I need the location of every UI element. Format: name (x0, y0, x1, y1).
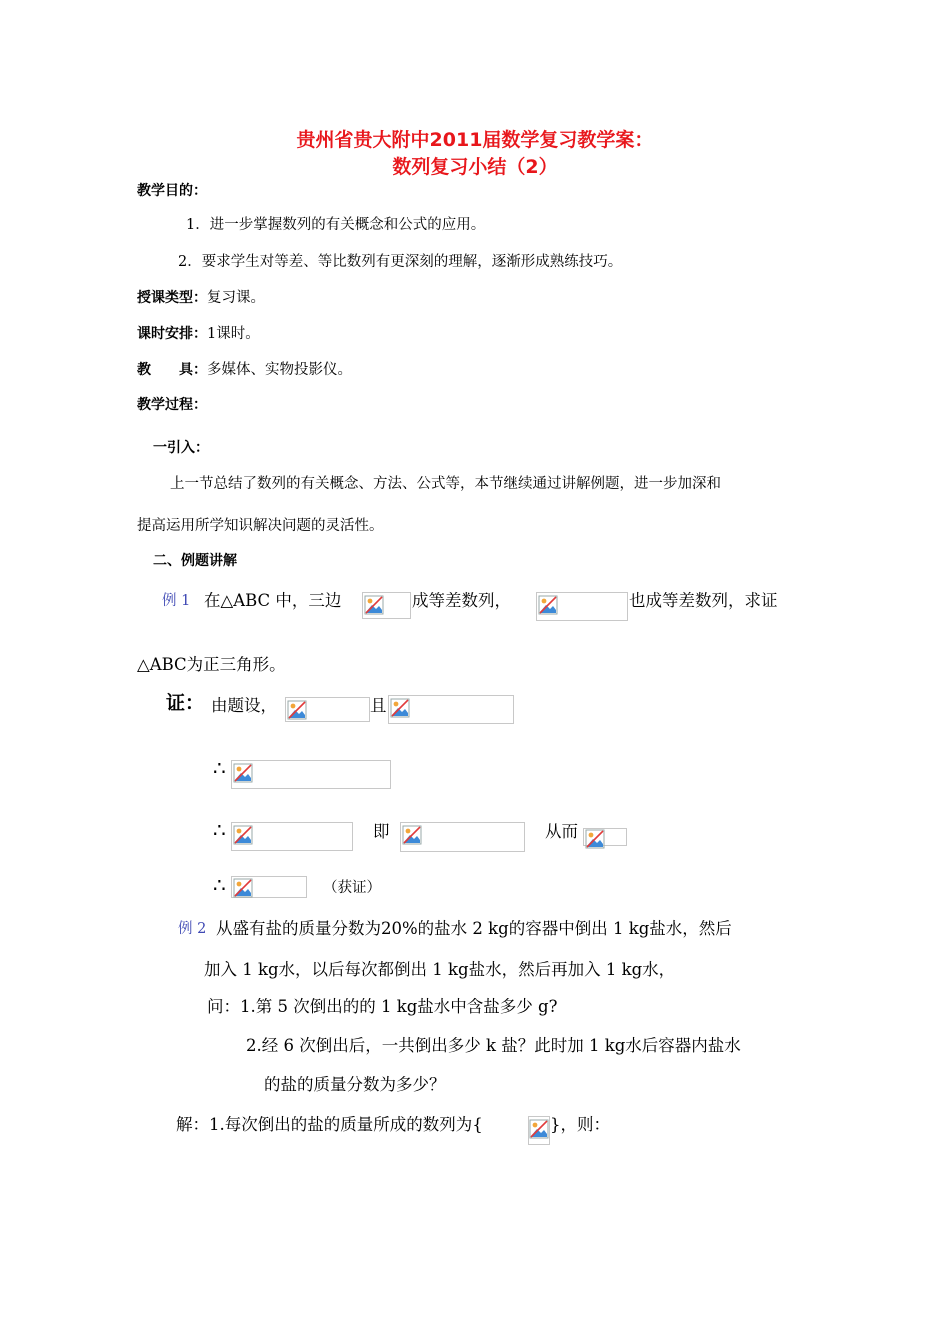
examples-heading: 二、例题讲解 (153, 553, 237, 569)
example1-text-2: 成等差数列， (412, 591, 511, 610)
tools-label: 教 具： (137, 362, 207, 378)
lesson-type-label: 授课类型： (137, 290, 207, 306)
broken-image-icon (287, 700, 307, 720)
example2-question-2-line-1: 2.经 6 次倒出后，一共倒出多少 k 盐？此时加 1 kg水后容器内盐水 (246, 1036, 741, 1055)
schedule-row (137, 322, 260, 343)
example1-text-3: 也成等差数列，求证 (629, 591, 778, 610)
lesson-type-value: 复习课。 (207, 290, 265, 306)
example2-question-2-line-2: 的盐的质量分数为多少？ (264, 1075, 446, 1094)
broken-image-icon (585, 829, 605, 849)
proof-congEr: 从而 (545, 822, 578, 841)
formula-image (362, 592, 411, 619)
broken-image-icon (390, 698, 410, 718)
proof-text-2: 且 (370, 696, 387, 715)
solution-text-1: 解：1.每次倒出的盐的质量所成的数列为{ (176, 1115, 483, 1134)
process-heading: 教学过程： (137, 397, 207, 413)
formula-image (583, 828, 627, 846)
proof-text-1: 由题设， (211, 696, 277, 715)
formula-image (536, 592, 628, 621)
example1-text-1: 在△ABC 中，三边 (204, 591, 342, 610)
page-subtitle: 数列复习小结（2） (392, 156, 558, 178)
page-title: 贵州省贵大附中2011届数学复习教学案： (296, 129, 654, 151)
intro-line-2: 提高运用所学知识解决问题的灵活性。 (137, 518, 384, 534)
lesson-type-row (137, 286, 265, 307)
broken-image-icon (233, 878, 253, 898)
therefore-symbol: ∴ (213, 818, 226, 842)
formula-image (285, 697, 370, 722)
broken-image-icon (538, 595, 558, 615)
formula-image (400, 822, 525, 852)
example2-line-1: 从盛有盐的质量分数为20%的盐水 2 kg的容器中倒出 1 kg盐水，然后 (216, 919, 732, 938)
schedule-value: 1课时。 (207, 326, 260, 342)
intro-line-1: 上一节总结了数列的有关概念、方法、公式等，本节继续通过讲解例题，进一步加深和 (170, 476, 721, 492)
goal-item-2: 2．要求学生对等差、等比数列有更深刻的理解，逐渐形成熟练技巧。 (178, 254, 623, 270)
example1-label: 例 1 (162, 593, 191, 609)
formula-image (231, 760, 391, 789)
example2-label: 例 2 (178, 921, 207, 937)
broken-image-icon (402, 825, 422, 845)
solution-text-2: }，则： (550, 1115, 610, 1134)
intro-heading: 一引入： (153, 440, 209, 456)
tools-row (137, 358, 352, 379)
proof-label: 证： (166, 692, 205, 714)
goals-heading: 教学目的： (137, 183, 207, 199)
proof-done: （获证） (323, 880, 381, 896)
formula-image (528, 1116, 550, 1145)
schedule-label: 课时安排： (137, 326, 207, 342)
example2-question-1: 问：1.第 5 次倒出的的 1 kg盐水中含盐多少 g? (207, 997, 558, 1016)
example2-line-2: 加入 1 kg水，以后每次都倒出 1 kg盐水，然后再加入 1 kg水， (204, 960, 676, 979)
therefore-symbol: ∴ (213, 756, 226, 780)
therefore-symbol: ∴ (213, 873, 226, 897)
broken-image-icon (529, 1119, 549, 1139)
broken-image-icon (233, 763, 253, 783)
formula-image (231, 876, 307, 898)
broken-image-icon (233, 825, 253, 845)
goal-item-1: 1．进一步掌握数列的有关概念和公式的应用。 (186, 217, 486, 233)
broken-image-icon (364, 595, 384, 615)
tools-value: 多媒体、实物投影仪。 (207, 362, 352, 378)
formula-image (231, 822, 353, 851)
formula-image (388, 695, 514, 724)
proof-ji: 即 (373, 822, 390, 841)
example1-line-2: △ABC为正三角形。 (137, 655, 286, 674)
